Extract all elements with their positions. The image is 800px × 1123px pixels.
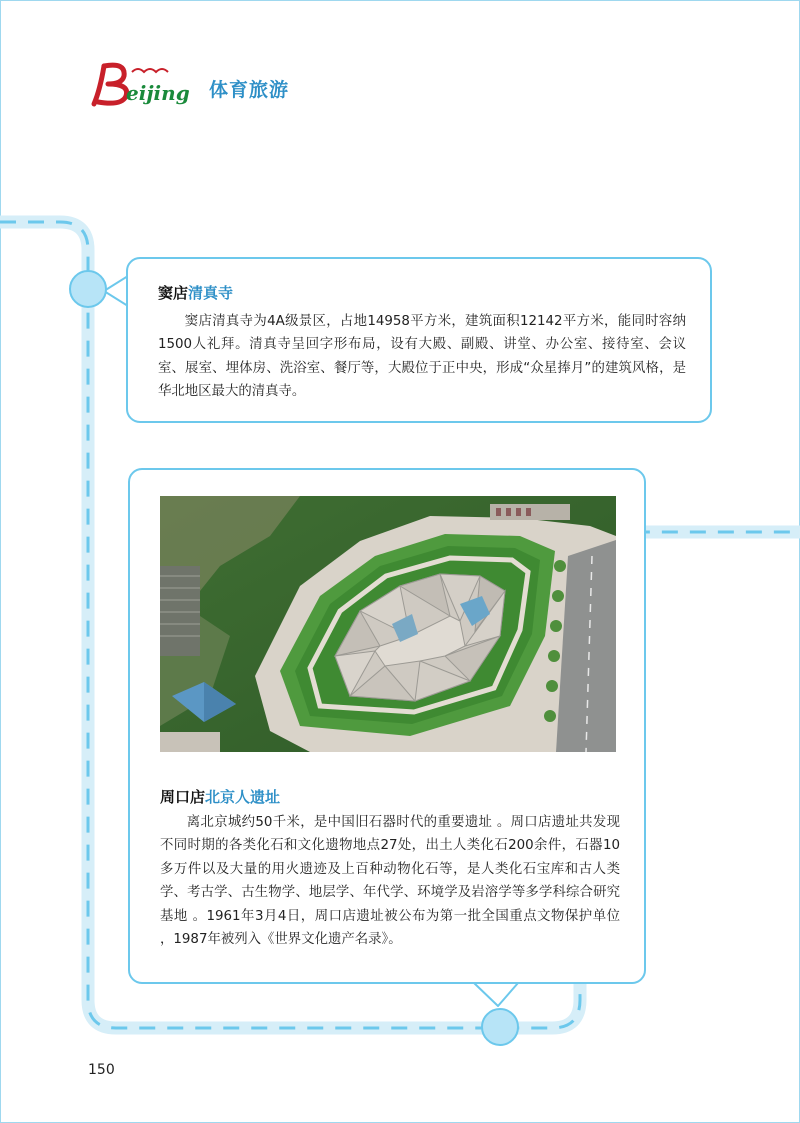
header-title: 体育旅游 [209, 79, 290, 101]
section-title-mosque [158, 282, 233, 303]
title-highlight: 清真寺 [188, 284, 234, 302]
beijing-logo [86, 60, 196, 110]
section-paragraph-zhoukoudian: 离北京城约50千米，是中国旧石器时代的重要遗址 。周口店遗址共发现不同时期的各类化石和文化遗物地点27处，出土人类化石200余件，石器10多万件以及大量的用火遗迹及上百种动物化石等，是人类化石宝库和古人类学、考古学、古生物学、地层学、年代学、环境学及岩溶学等多学科综合研究基地 。1961年3月4日，周口店遗址被公布为第一批全国重点文物保护单位 ，1987年被列入《世界文化遗产名录》。 [160, 815, 620, 948]
aerial-photo-mosque [160, 496, 616, 752]
section-title-zhoukoudian [160, 786, 280, 807]
svg-text:eijing: eijing [126, 81, 190, 105]
section-paragraph-mosque: 窦店清真寺为4A级景区，占地14958平方米，建筑面积12142平方米，能同时容纳1500人礼拜。清真寺呈回字形布局，设有大殿、副殿、讲堂、办公室、接待室、会议室、展室、埋体房、洗浴室、餐厅等，大殿位于正中央，形成“众星捧月”的建筑风格，是华北地区最大的清真寺。 [158, 314, 686, 400]
title-prefix: 窦店 [158, 284, 189, 302]
title-highlight: 北京人遗址 [205, 788, 281, 806]
page-number: 150 [88, 1062, 115, 1078]
title-prefix: 周口店 [160, 788, 206, 806]
